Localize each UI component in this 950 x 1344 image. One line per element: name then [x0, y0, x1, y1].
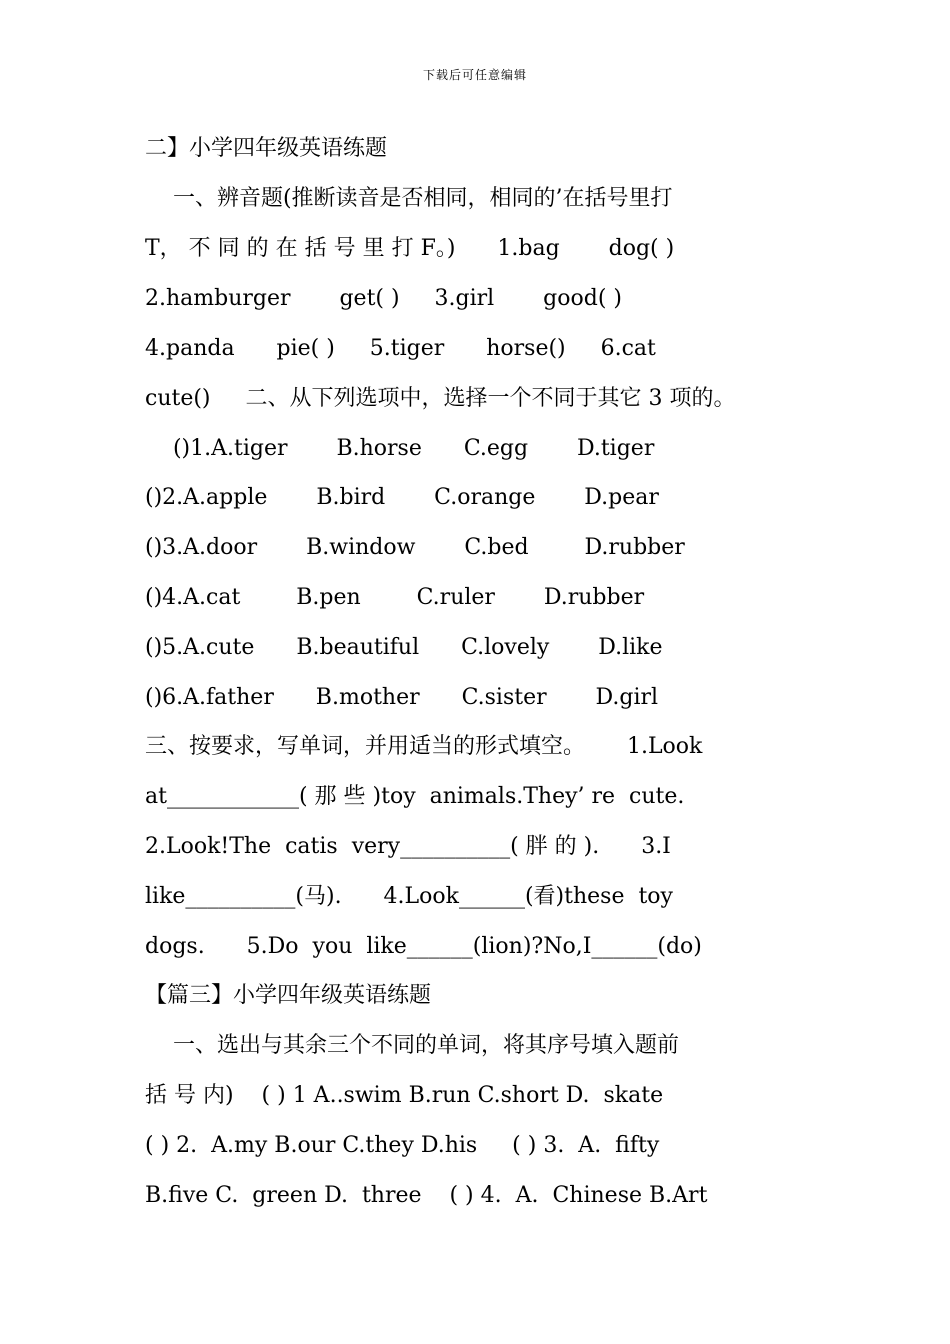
text-line: 一、辨音题(推断读音是否相同，相同的’在括号里打	[145, 186, 673, 211]
section-title: 【篇三】小学四年级英语练题	[145, 983, 432, 1008]
text-line: B.five C. green D. three ( ) 4. A. Chinese B.Art	[145, 1183, 708, 1208]
text-line: ()1.A.tiger B.horse C.egg D.tiger	[145, 436, 655, 461]
text-line: 2.hamburger get( ) 3.girl good( )	[145, 286, 622, 311]
text-line: T， 不 同 的 在 括 号 里 打 F。) 1.bag dog( )	[145, 236, 675, 261]
section-title: 二】小学四年级英语练题	[145, 136, 388, 161]
text-line: 括 号 内) ( ) 1 A..swim B.run C.short D. skate	[145, 1083, 664, 1108]
text-line: at____________( 那 些 )toy animals.They’ re cute.	[145, 784, 685, 809]
text-line: dogs. 5.Do you like______(lion)?No,I______(do)	[145, 934, 702, 959]
text-line: ()5.A.cute B.beautiful C.lovely D.like	[145, 635, 663, 660]
text-line: ()3.A.door B.window C.bed D.rubber	[145, 535, 685, 560]
text-line: ()6.A.father B.mother C.sister D.girl	[145, 685, 659, 710]
text-line: ()2.A.apple B.bird C.orange D.pear	[145, 485, 659, 510]
text-line: 4.panda pie( ) 5.tiger horse() 6.cat	[145, 336, 656, 361]
text-line: cute() 二、从下列选项中，选择一个不同于其它 3 项的。	[145, 386, 736, 411]
text-line: 一、选出与其余三个不同的单词，将其序号填入题前	[145, 1033, 679, 1058]
text-line: ()4.A.cat B.pen C.ruler D.rubber	[145, 585, 645, 610]
page-header: 下载后可任意编辑	[422, 68, 527, 82]
text-line: 三、按要求，写单词，并用适当的形式填空。 1.Look	[145, 734, 703, 759]
text-line: 2.Look!The catis very__________( 胖 的 ). 3.I	[145, 834, 671, 859]
text-line: like__________(马). 4.Look______(看)these toy	[145, 884, 673, 909]
text-line: ( ) 2. A.my B.our C.they D.his ( ) 3. A. fifty	[145, 1133, 660, 1158]
